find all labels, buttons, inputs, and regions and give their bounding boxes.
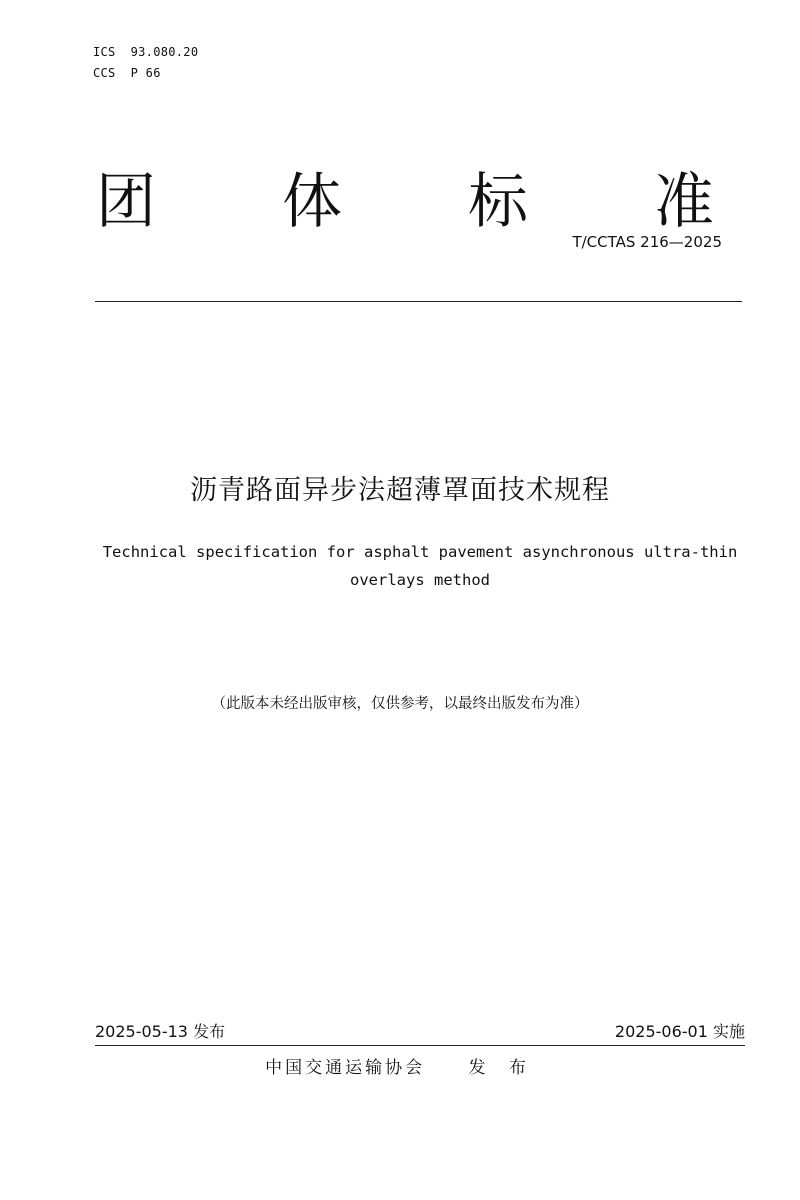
classification-codes xyxy=(93,42,198,84)
standard-type-char: 团 xyxy=(96,167,156,237)
title-chinese: 沥青路面异步法超薄罩面技术规程 xyxy=(190,475,610,506)
standard-number: T/CCTAS 216—2025 xyxy=(572,233,722,251)
publisher-verb: 发 布 xyxy=(468,1058,535,1078)
header-divider xyxy=(95,301,742,302)
issue-date: 2025-05-13 发布 xyxy=(95,1022,226,1041)
title-english-line-1: Technical specification for asphalt pavement asynchronous ultra-thin xyxy=(102,543,738,561)
draft-note: （此版本未经出版审核，仅供参考，以最终出版发布为准） xyxy=(211,696,589,712)
publisher-name: 中国交通运输协会 xyxy=(265,1058,426,1078)
standard-type-char: 标 xyxy=(468,167,528,237)
standard-type-char: 准 xyxy=(654,167,714,237)
ccs-code: CCS P 66 xyxy=(93,66,161,80)
title-english-line-2: overlays method xyxy=(350,571,490,589)
title-english xyxy=(80,538,760,594)
standard-type-heading xyxy=(95,166,715,238)
dates-row xyxy=(95,1020,745,1044)
publisher-row xyxy=(0,1055,800,1081)
footer-divider xyxy=(95,1045,745,1046)
ics-code: ICS 93.080.20 xyxy=(93,45,199,59)
standard-type-char: 体 xyxy=(282,167,342,237)
implementation-date: 2025-06-01 实施 xyxy=(614,1022,745,1041)
